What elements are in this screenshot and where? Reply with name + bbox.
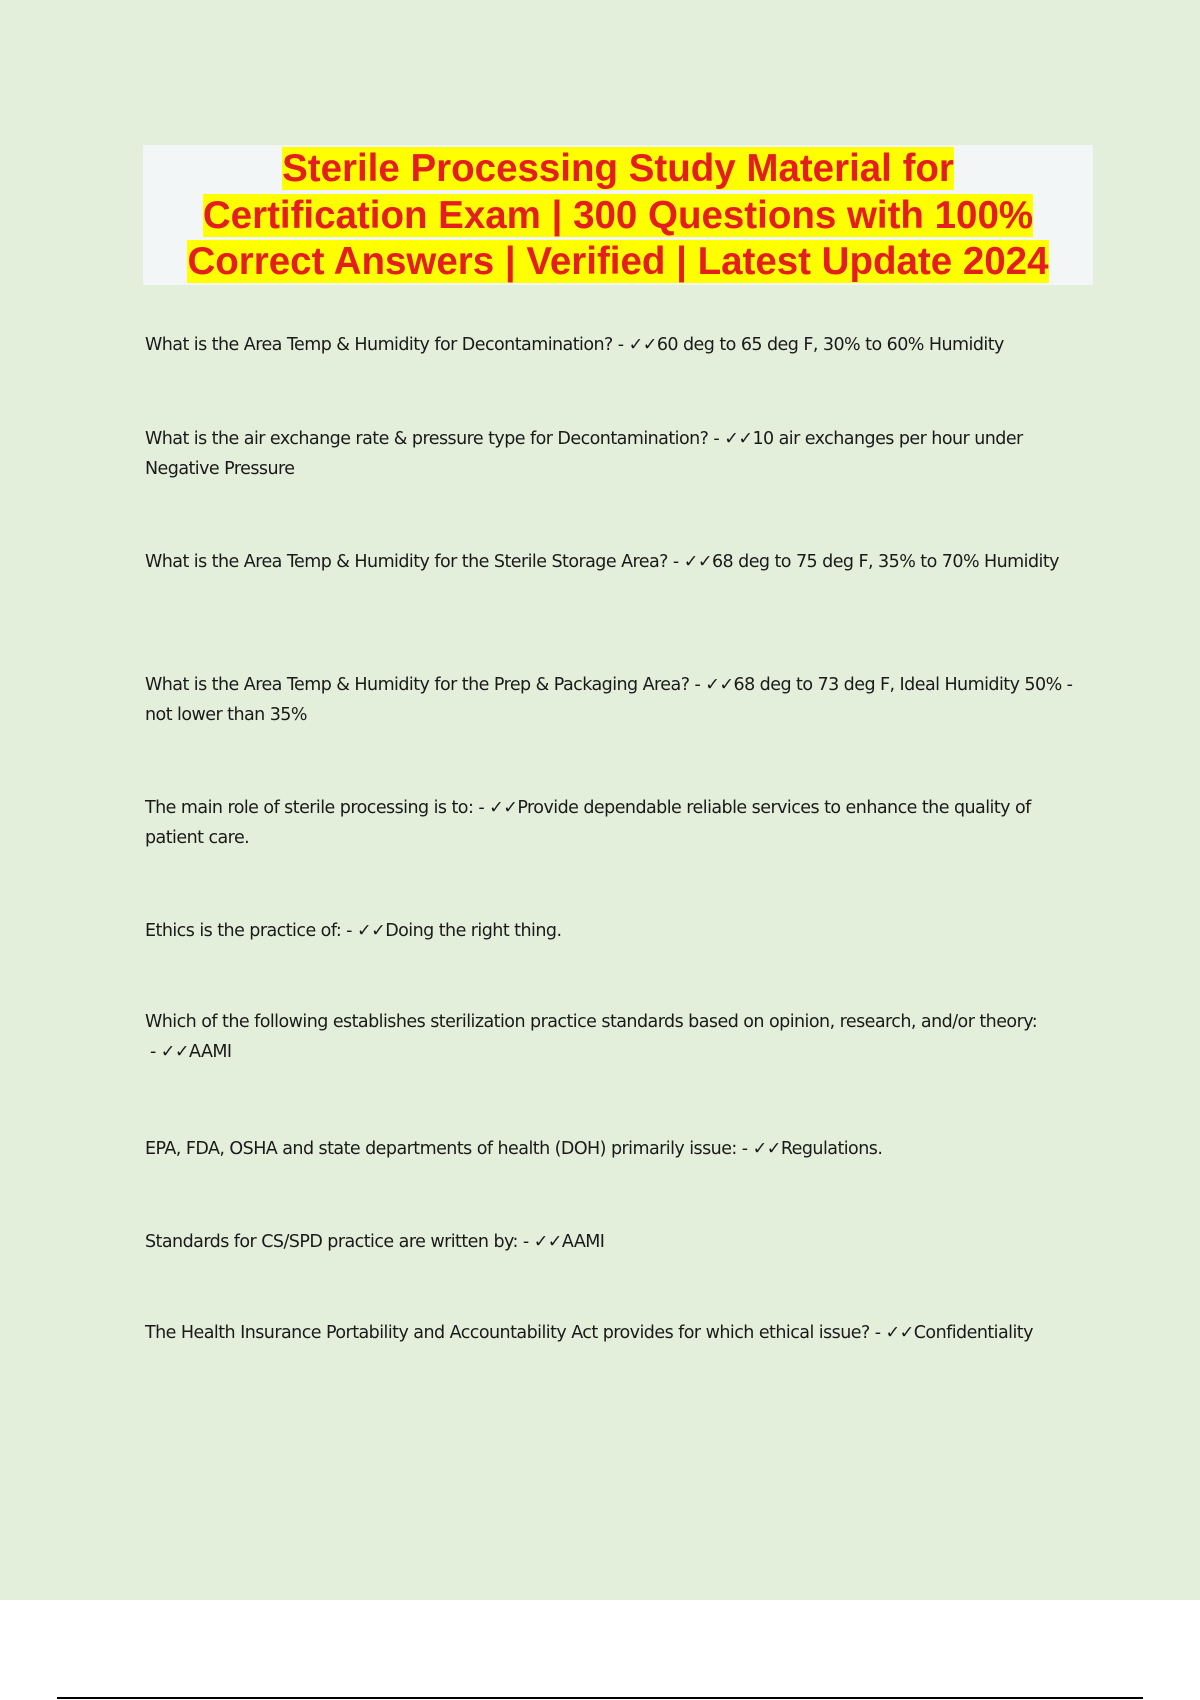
answer-text: AAMI xyxy=(189,1042,232,1062)
answer-text: 60 deg to 65 deg F, 30% to 60% Humidity xyxy=(656,335,1004,355)
answer-text: 68 deg to 75 deg F, 35% to 70% Humidity xyxy=(711,552,1059,572)
answer-text: 68 deg to 73 deg F, Ideal Humidity 50% - not lower than 35% xyxy=(145,675,1073,725)
answer-text: Regulations. xyxy=(780,1139,883,1159)
title-line: Certification Exam | 300 Questions with 100% xyxy=(202,193,1034,237)
double-check-icon: ✓✓ xyxy=(885,1323,914,1343)
answer-text: Confidentiality xyxy=(913,1323,1033,1343)
question-text: Ethics is the practice of: xyxy=(145,921,342,941)
separator: - xyxy=(517,1232,534,1252)
qa-item xyxy=(145,793,1085,853)
double-check-icon: ✓✓ xyxy=(752,1139,781,1159)
question-text: What is the Area Temp & Humidity for the Sterile Storage Area? xyxy=(145,552,668,572)
qa-item xyxy=(145,1007,1085,1067)
document-title xyxy=(143,145,1093,286)
question-text: What is the Area Temp & Humidity for Decontamination? xyxy=(145,335,613,355)
question-text: The Health Insurance Portability and Accountability Act provides for which ethical issue? xyxy=(145,1323,870,1343)
double-check-icon: ✓✓ xyxy=(160,1042,190,1062)
question-text: Which of the following establishes sterilization practice standards based on opinion, research, and/or theory: xyxy=(145,1012,1038,1032)
question-text: EPA, FDA, OSHA and state departments of health (DOH) primarily issue: xyxy=(145,1139,737,1159)
separator: - xyxy=(145,1042,161,1062)
answer-text: AAMI xyxy=(561,1232,605,1252)
title-box xyxy=(143,145,1093,285)
separator: - xyxy=(736,1139,753,1159)
title-line: Correct Answers | Verified | Latest Update 2024 xyxy=(187,240,1049,283)
question-text: The main role of sterile processing is to: xyxy=(145,798,474,818)
answer-text: 10 air exchanges per hour under Negative Pressure xyxy=(145,429,1023,479)
separator: - xyxy=(689,675,706,695)
question-text: What is the Area Temp & Humidity for the Prep & Packaging Area? xyxy=(145,675,690,695)
answer-text: Doing the right thing. xyxy=(385,921,562,941)
qa-item xyxy=(145,670,1085,730)
double-check-icon: ✓✓ xyxy=(705,675,734,695)
double-check-icon: ✓✓ xyxy=(533,1232,562,1252)
double-check-icon: ✓✓ xyxy=(724,429,753,449)
footer-divider xyxy=(57,1697,1143,1699)
qa-item xyxy=(145,330,1085,360)
double-check-icon: ✓✓ xyxy=(628,335,657,355)
answer-text: Provide dependable reliable services to enhance the quality of patient care. xyxy=(145,798,1031,848)
separator: - xyxy=(869,1323,886,1343)
separator: - xyxy=(708,429,725,449)
double-check-icon: ✓✓ xyxy=(489,798,518,818)
double-check-icon: ✓✓ xyxy=(356,921,386,941)
double-check-icon: ✓✓ xyxy=(683,552,712,572)
qa-item xyxy=(145,1134,1085,1164)
separator: - xyxy=(473,798,490,818)
separator: - xyxy=(612,335,629,355)
question-text: Standards for CS/SPD practice are written by: xyxy=(145,1232,518,1252)
qa-item xyxy=(145,547,1085,577)
qa-item xyxy=(145,1318,1085,1348)
question-text: What is the air exchange rate & pressure type for Decontamination? xyxy=(145,429,709,449)
qa-item xyxy=(145,916,1085,946)
qa-item xyxy=(145,424,1085,484)
separator: - xyxy=(667,552,684,572)
qa-item xyxy=(145,1227,1085,1257)
title-line: Sterile Processing Study Material for xyxy=(282,147,954,190)
separator: - xyxy=(341,921,357,941)
